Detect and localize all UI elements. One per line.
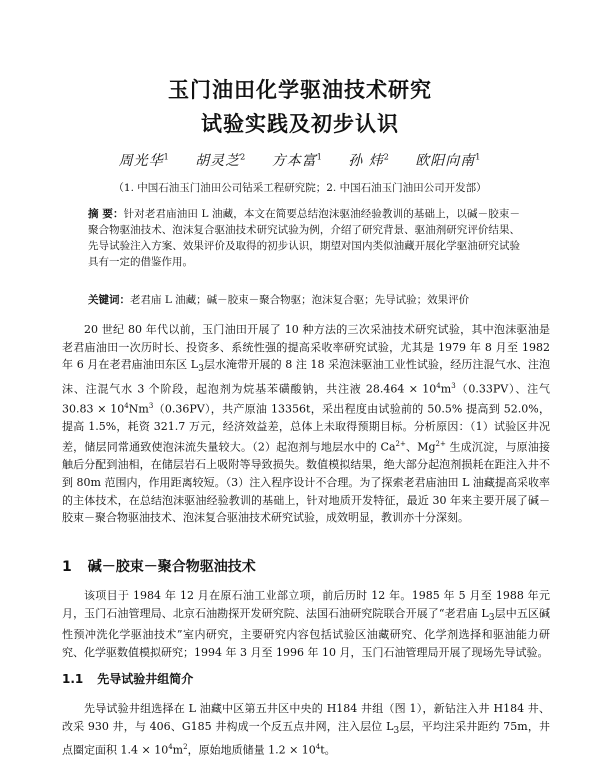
para2-text-a: 该项目于 1984 年 12 月在原石油工业部立项，前后历时 12 年。1985 年 5 月至 1988 年元月，玉门石油管理局、北京石油勘探开发研究院、法国石油研究院联合开展了“老君庙 L (62, 589, 550, 620)
section-title: 碱－胶束－聚合物驱油技术 (87, 559, 256, 575)
para3-text-b: 层，平均注采井距约 75m，井点圈定面积 1.4 × 10 (62, 719, 550, 758)
author (272, 153, 323, 169)
superscript: 2+ (435, 440, 446, 449)
author-affil-mark: 2 (383, 152, 390, 162)
author-name: 方本富 (271, 153, 317, 169)
author-affil-mark: 1 (163, 152, 170, 162)
section1-paragraph (62, 587, 550, 662)
superscript: 4 (315, 743, 321, 752)
abstract-text: 针对老君庙油田 L 油藏，本文在简要总结泡沫驱油经验教训的基础上，以碱－胶束－聚合物驱油技术、泡沫复合驱油技术研究试验为例，介绍了研究背景、驱油剂研究评价结果、先导试验注入方案、效果评价及取得的初步认识，期望对国内类似油藏开展化学驱油研究试验具有一定的借鉴作用。 (88, 208, 520, 268)
abstract-label: 摘 要： (88, 208, 124, 220)
para3-text-c: ，原始地质储量 1.2 × 10 (187, 744, 316, 758)
keywords (88, 292, 520, 308)
author (195, 153, 246, 169)
para3-text-a: 先导试验井组选择在 L 油藏中区第五井区中央的 H184 井组（图 1），新钻注入井 H184 井、改采 930 井，与 406、G185 井构成一个反五点井网，注入层位 L (62, 702, 550, 733)
para2-text-b: 层中五区碱性预冲洗化学驱油技术”室内研究，主要研究内容包括试验区油藏研究、化学剂选择和驱油能力研究、化学驱数值模拟研究；1994 年 3 月至 1996 年 10 月，玉门石油管理局开展了现场先导试验。 (62, 606, 550, 659)
superscript: 4 (436, 381, 441, 390)
section-title: 先导试验井组简介 (97, 672, 194, 686)
unit: m (172, 744, 184, 758)
para3-text-d: 。 (324, 744, 336, 758)
section-heading-1-1 (62, 670, 193, 687)
superscript: 3 (451, 381, 456, 390)
intro-text-e: 、Mg (405, 440, 436, 454)
author-name: 胡灵芝 (195, 153, 241, 169)
intro-text-a: 20 世纪 80 年代以前，玉门油田开展了 10 种方法的三次采油技术研究试验，其中泡沫驱油是老君庙油田一次历时长、投资多、系统性强的提高采收率研究试验，尤其是 1979 年 8 月至 1982 年 6 月在老君庙油田东区 L (62, 323, 550, 372)
paper-title-line-2: 试验实践及初步认识 (201, 112, 399, 136)
section-number: 1.1 (62, 672, 84, 686)
intro-text-c: （0.33PV）、注气 30.83 × 10 (62, 382, 550, 416)
subscript: 3 (488, 611, 495, 623)
intro-text-f: 生成沉淀，与原油接触后分配到油相，在储层岩石上吸附等导致损失。数值模拟结果，绝大部分起泡剂损耗在距注入井不到 80m 范围内，作用距离较短。（3）注入程序设计不合理。为了探索老君庙油田 L 油藏提高采收率的主体技术，在总结泡沫驱油经验教训的基础上，针对地质开发特征，最近 30 年来主要开展了碱－胶束－聚合物驱油技术、泡沫复合驱油技术研究试验，成效明显，教训亦十分深刻。 (62, 440, 551, 525)
superscript: 2 (183, 743, 188, 752)
superscript: 2+ (395, 440, 406, 449)
unit: t (320, 744, 325, 758)
keywords-text: 老君庙 L 油藏；碱－胶束－聚合物驱；泡沫复合驱；先导试验；效果评价 (130, 294, 470, 306)
author (348, 153, 390, 169)
subscript: 3 (198, 363, 204, 375)
author-list (0, 150, 600, 170)
author-affil-mark: 1 (475, 152, 482, 162)
intro-paragraph (62, 321, 550, 527)
unit: Nm (128, 402, 149, 416)
superscript: 4 (124, 402, 129, 411)
superscript: 4 (168, 743, 173, 752)
affiliation: （1. 中国石油玉门油田公司钻采工程研究院；2. 中国石油玉门油田公司开发部） (113, 182, 487, 194)
author-affil-mark: 1 (316, 152, 323, 162)
author-name: 孙 炜 (348, 153, 384, 169)
author (415, 153, 481, 169)
section-heading-1 (62, 556, 256, 576)
superscript: 3 (148, 402, 154, 411)
paper-title-line-1: 玉门油田化学驱油技术研究 (168, 78, 432, 102)
author-name: 周光华 (118, 153, 164, 169)
author (119, 153, 170, 169)
section-number: 1 (62, 559, 72, 575)
keywords-label: 关键词： (88, 294, 130, 306)
abstract (88, 206, 520, 270)
unit: m (440, 382, 452, 396)
section1-1-paragraph (62, 700, 550, 760)
author-affil-mark: 2 (240, 152, 247, 162)
author-name: 欧阳向南 (415, 153, 476, 169)
intro-text-b: 层水淹带开展的 8 注 18 采泡沫驱油工业性试验，经历注混气水、注泡沫、注混气水 3 个阶段，起泡剂为烷基苯磺酸钠，共注液 28.464 × 10 (62, 358, 550, 396)
subscript: 3 (393, 724, 400, 736)
intro-text-d: （0.36PV），共产原油 13356t，采出程度由试验前的 50.5% 提高到 52.0%，提高 1.5%，耗资 321.7 万元，经济效益差，总体上未取得预期目标。分析原因：（1）试验区井况差，储层同常通致使泡沫流失量较大。（2）起泡剂与地层水中的 Ca (62, 402, 550, 454)
